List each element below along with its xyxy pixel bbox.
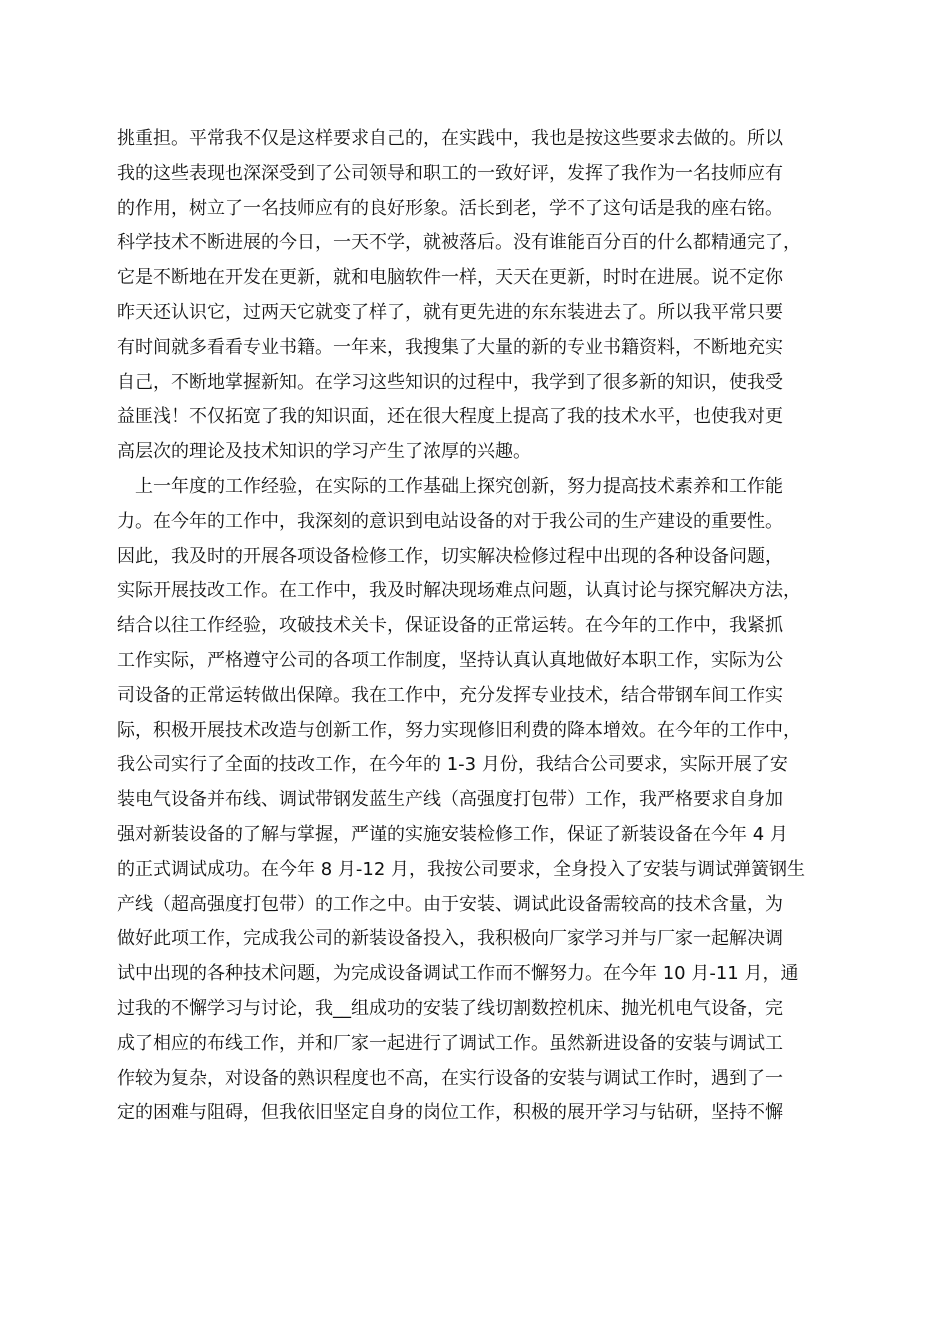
- text-line: 装电气设备并布线、调试带钢发蓝生产线（高强度打包带）工作，我严格要求自身加: [117, 789, 783, 811]
- text-line: 挑重担。平常我不仅是这样要求自己的，在实践中，我也是按这些要求去做的。所以: [117, 128, 783, 149]
- text-line: 实际开展技改工作。在工作中，我及时解决现场难点问题，认真讨论与探究解决方法，: [117, 580, 801, 602]
- text-line: 因此，我及时的开展各项设备检修工作，切实解决检修过程中出现的各种设备问题，: [117, 545, 783, 567]
- text-line: 益匪浅！不仅拓宽了我的知识面，还在很大程度上提高了我的技术水平，也使我对更: [117, 406, 783, 428]
- text-line: 产线（超高强度打包带）的工作之中。由于安装、调试此设备需较高的技术含量，为: [117, 893, 783, 915]
- text-line: 我公司实行了全面的技改工作，在今年的 1-3 月份，我结合公司要求，实际开展了安: [117, 754, 788, 776]
- paragraph-1: [117, 122, 852, 470]
- text-line: 工作实际，严格遵守公司的各项工作制度，坚持认真认真地做好本职工作，实际为公: [117, 649, 783, 671]
- text-line: 定的困难与阻碍，但我依旧坚定自身的岗位工作，积极的展开学习与钻研，坚持不懈: [117, 1102, 783, 1124]
- text-line: 强对新装设备的了解与掌握，严谨的实施安装检修工作，保证了新装设备在今年 4 月: [117, 823, 788, 845]
- text-line: 力。在今年的工作中，我深刻的意识到电站设备的对于我公司的生产建设的重要性。: [117, 510, 783, 532]
- text-line: 我的这些表现也深深受到了公司领导和职工的一致好评，发挥了我作为一名技师应有: [117, 162, 783, 184]
- text-line: 做好此项工作，完成我公司的新装设备投入，我积极向厂家学习并与厂家一起解决调: [117, 928, 783, 950]
- text-line: 它是不断地在开发在更新，就和电脑软件一样，天天在更新，时时在进展。说不定你: [117, 267, 783, 289]
- text-line: 过我的不懈学习与讨论，我__组成功的安装了线切割数控机床、抛光机电气设备，完: [117, 997, 783, 1019]
- text-line: 际，积极开展技术改造与创新工作，努力实现修旧利费的降本增效。在今年的工作中，: [117, 719, 801, 741]
- text-line: 成了相应的布线工作，并和厂家一起进行了调试工作。虽然新进设备的安装与调试工: [117, 1032, 783, 1054]
- text-line: 有时间就多看看专业书籍。一年来，我搜集了大量的新的专业书籍资料，不断地充实: [117, 336, 783, 358]
- text-line: 昨天还认识它，过两天它就变了样了，就有更先进的东东装进去了。所以我平常只要: [117, 301, 783, 323]
- text-line: 科学技术不断进展的今日，一天不学，就被落后。没有谁能百分百的什么都精通完了，: [117, 232, 801, 254]
- document-body: [117, 122, 852, 1131]
- text-line: 上一年度的工作经验，在实际的工作基础上探究创新，努力提高技术素养和工作能: [135, 475, 783, 497]
- text-line: 司设备的正常运转做出保障。我在工作中，充分发挥专业技术，结合带钢车间工作实: [117, 684, 783, 706]
- text-line: 试中出现的各种技术问题，为完成设备调试工作而不懈努力。在今年 10 月-11 月，通: [117, 963, 799, 985]
- text-line: 高层次的理论及技术知识的学习产生了浓厚的兴趣。: [117, 441, 531, 463]
- text-line: 的作用，树立了一名技师应有的良好形象。活长到老，学不了这句话是我的座右铭。: [117, 197, 783, 219]
- text-line: 结合以往工作经验，攻破技术关卡，保证设备的正常运转。在今年的工作中，我紧抓: [117, 615, 783, 637]
- text-line: 自己，不断地掌握新知。在学习这些知识的过程中，我学到了很多新的知识，使我受: [117, 371, 783, 393]
- paragraph-2: [117, 470, 852, 1131]
- text-line: 的正式调试成功。在今年 8 月-12 月，我按公司要求，全身投入了安装与调试弹簧钢生: [117, 858, 806, 880]
- text-line: 作较为复杂，对设备的熟识程度也不高，在实行设备的安装与调试工作时，遇到了一: [117, 1067, 783, 1089]
